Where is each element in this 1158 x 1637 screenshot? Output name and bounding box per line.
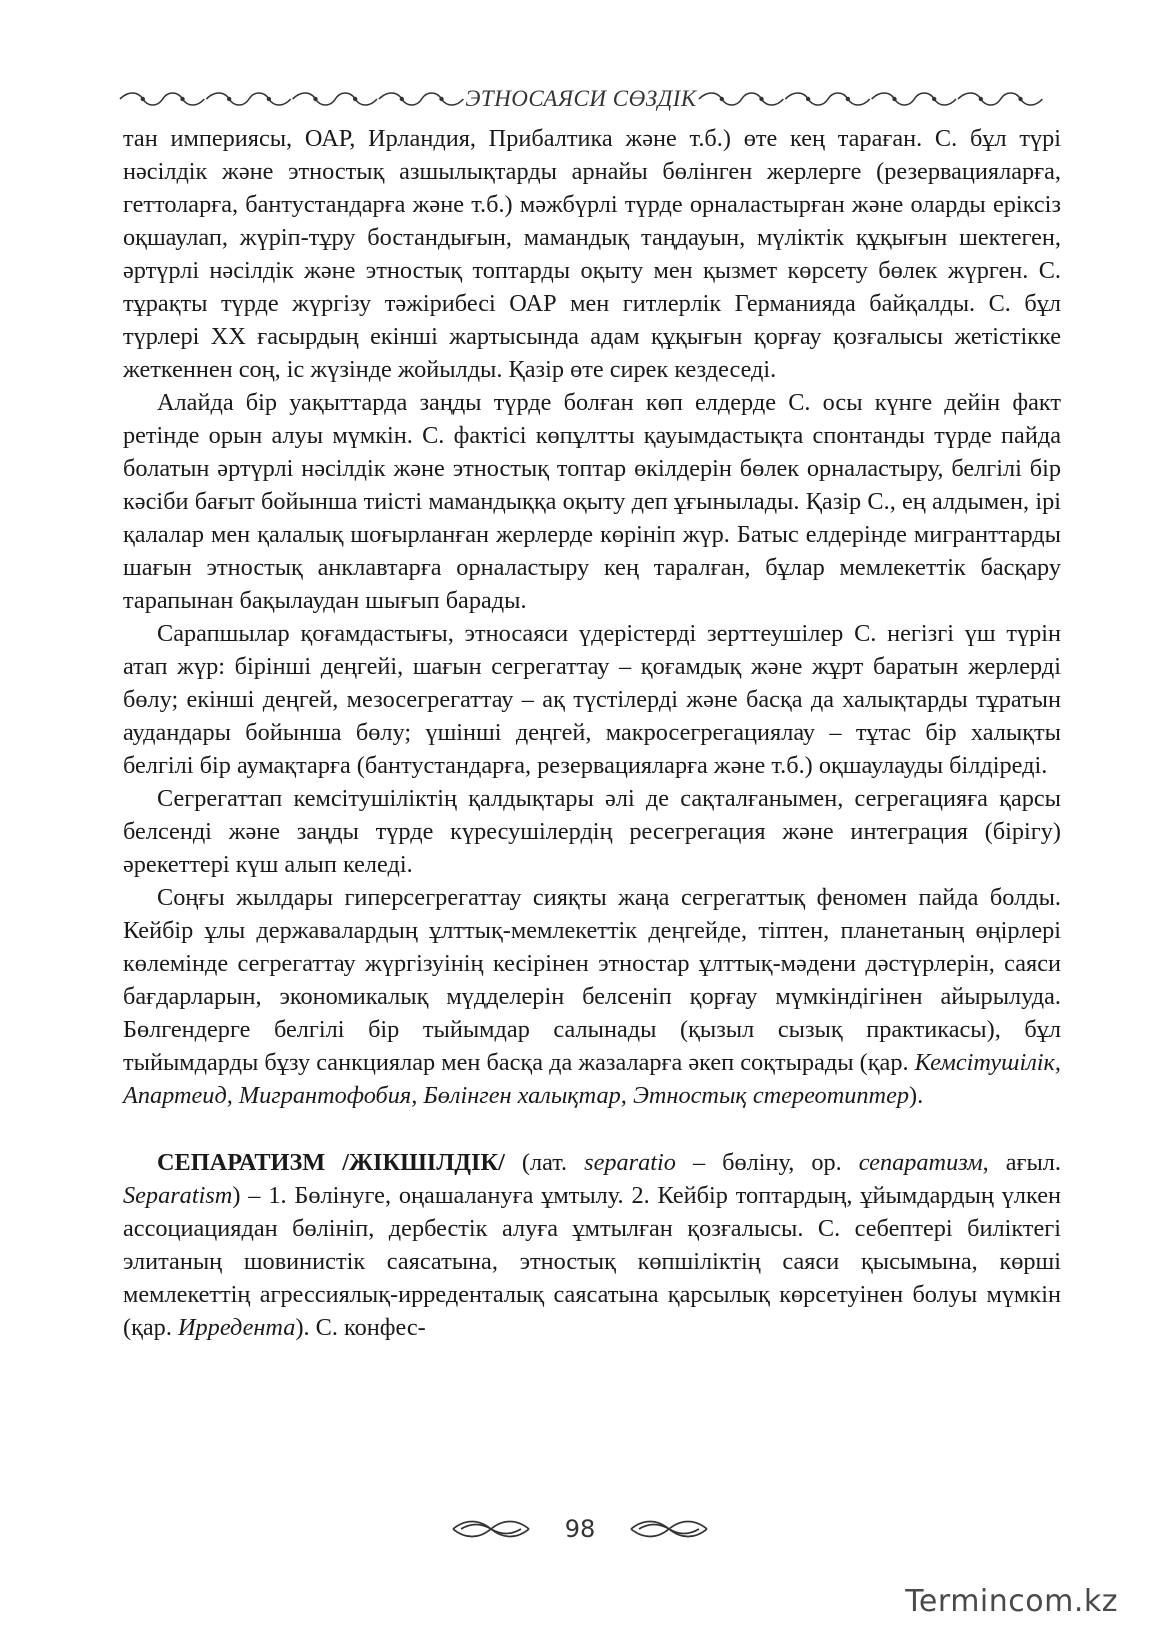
russian-term: сепаратизм — [858, 1149, 983, 1176]
entry-headword: СЕПАРАТИЗМ /ЖІКШІЛДІК/ — [157, 1149, 505, 1176]
page-number: 98 — [564, 1515, 596, 1543]
running-header — [118, 84, 1044, 114]
page-footer — [430, 1512, 730, 1546]
english-term: Separatism — [123, 1182, 233, 1209]
dictionary-entry — [123, 1146, 1061, 1344]
paragraph-continuation: тан империясы, ОАР, Ирландия, Прибалтика және т.б.) өте кең тараған. С. бұл түрі нәсілдік және этностық азшылықтарды арнайы бөлінген жерлерге (резервацияларға, геттоларға, бантустандарға және т.б.) мәжбүрлі түрде орналастырған және оларды еріксіз оқшаулап, жүріп-тұру бостандығын, мамандық таңдауын, мүліктік құқығын шектеген, әртүрлі нәсілдік және этностық топтарды оқыту мен қызмет көрсету бөлек жүрген. С. тұрақты түрде жүргізу тәжірибесі ОАР мен гитлерлік Германияда байқалды. С. бұл түрлері ХХ ғасырдың екінші жартысында адам құқығын қорғау қозғалысы жетістікке жеткеннен соң, іс жүзінде жойылды. Қазір өте сирек кездеседі. — [123, 125, 1061, 383]
ornament-band-icon — [118, 90, 465, 108]
etymology-text: , ағыл. — [982, 1149, 1062, 1176]
etymology-text: – бөліну, ор. — [675, 1149, 859, 1176]
entry-definition: ) – 1. Бөлінуге, оңашалануға ұмтылу. 2. Кейбір топтардың, ұйымдардың үлкен ассоциациядан бөлініп, дербестік алуға ұмтылған қозғалысы. С. себептері биліктегі элитаның шовинистік саясатына, этностық көпшіліктің саяси қысымына, көрші мемлекеттің агрессиялық-ирреденталық саясатына қарсылық көрсетуінен болуы мүмкін (қар. — [123, 1182, 1061, 1341]
flourish-icon — [629, 1517, 709, 1541]
cross-references: Кемсітушілік, Апартеид, Мигрантофобия, Бөлінген халықтар, Этностық стереотиптер — [123, 1049, 1061, 1109]
site-watermark: Termincom.kz — [905, 1584, 1118, 1619]
paragraph-text: Соңғы жылдары гиперсегрегаттау сияқты жаңа сегрегаттық феномен пайда болды. Кейбір ұлы державалардың ұлттық-мемлекеттік деңгейде, тіптен, планетаның өңірлері көлемінде сегрегаттау жүргізуінің кесірінен этностар ұлттық-мәдени дәстүрлерін, саяси бағдарларын, экономикалық мүдделерін белсеніп қорғау мүмкіндігінен айырылуда. Бөлгендерге белгілі бір тыйымдар салынады (қызыл сызық практикасы), бұл тыйымдарды бұзу санкциялар мен басқа да жазаларға әкеп соқтырады (қар. — [123, 884, 1061, 1076]
etymology-prefix: (лат. — [504, 1149, 585, 1176]
paragraph: Сегрегаттап кемсітушіліктің қалдықтары әлі де сақталғанымен, сегрегацияға қарсы белсенді және заңды түрде күресушілердің ресегрегация және интеграция (бірігу) әрекеттері күш алып келеді. — [123, 785, 1061, 878]
header-title: ЭТНОСАЯСИ СӨЗДІК — [465, 86, 697, 111]
latin-term: separatio — [584, 1149, 676, 1176]
paragraph-end: ). — [909, 1082, 924, 1109]
page-body — [123, 122, 1061, 1344]
paragraph-with-references — [123, 881, 1061, 1112]
cross-reference: Ирредента — [177, 1314, 296, 1341]
ornament-band-icon — [697, 90, 1044, 108]
paragraph: Алайда бір уақыттарда заңды түрде болған көп елдерде С. осы күнге дейін факт ретінде орын алуы мүмкін. С. фактісі көпұлтты қауымдастықта спонтанды түрде пайда болатын әртүрлі нәсілдік және этностық топтар өкілдерін бөлек орналастыру, белгілі бір кәсіби бағыт бойынша тиісті мамандыққа оқыту деп ұғынылады. Қазір С., ең алдымен, ірі қалалар мен қалалық шоғырланған жерлерде көрініп жүр. Батыс елдерінде мигранттарды шағын этностық анклавтарға орналастыру кең таралған, бұлар мемлекеттік басқару тарапынан бақылаудан шығып барады. — [123, 389, 1061, 614]
entry-tail: ). С. конфес- — [295, 1314, 426, 1341]
flourish-icon — [451, 1517, 531, 1541]
paragraph: Сарапшылар қоғамдастығы, этносаяси үдерістерді зерттеушілер С. негізгі үш түрін атап жүр: бірінші деңгейі, шағын сегрегаттау – қоғамдық және жұрт баратын жерлерді бөлу; екінші деңгей, мезосегрегаттау – ақ түстілерді және басқа да халықтарды тұратын аудандары бойынша бөлу; үшінші деңгей, макросегрегациялау – тұтас бір халықты белгілі бір аумақтарға (бантустандарға, резервацияларға және т.б.) оқшаулауды білдіреді. — [123, 620, 1061, 779]
